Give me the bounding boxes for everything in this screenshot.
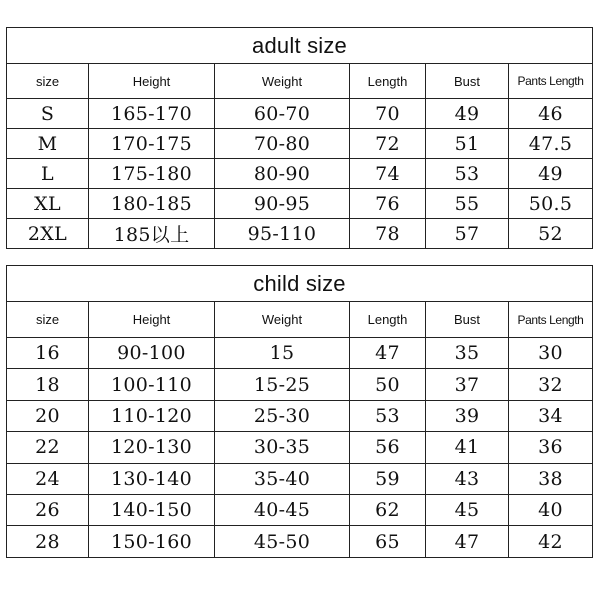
cell-height: 185以上 [89,219,215,249]
cell-bust: 49 [426,99,509,129]
child-size-table [6,265,593,558]
cell-pants-length: 34 [509,400,593,431]
column-header-pants-length: Pants Length [509,302,593,338]
cell-bust: 47 [426,526,509,557]
cell-pants-length: 38 [509,463,593,494]
table-row [7,189,593,219]
cell-weight: 45-50 [215,526,350,557]
cell-pants-length: 30 [509,338,593,369]
cell-height: 175-180 [89,159,215,189]
cell-weight: 15-25 [215,369,350,400]
cell-pants-length: 32 [509,369,593,400]
cell-weight: 60-70 [215,99,350,129]
cell-weight: 15 [215,338,350,369]
cell-size: 16 [7,338,89,369]
cell-bust: 37 [426,369,509,400]
child-title-row [7,266,593,302]
cell-length: 76 [350,189,426,219]
cell-pants-length: 50.5 [509,189,593,219]
cell-length: 56 [350,432,426,463]
cell-length: 72 [350,129,426,159]
column-header-height: Height [89,302,215,338]
cell-size: 24 [7,463,89,494]
column-header-bust: Bust [426,302,509,338]
table-row [7,526,593,557]
cell-height: 165-170 [89,99,215,129]
cell-bust: 35 [426,338,509,369]
cell-height: 120-130 [89,432,215,463]
cell-pants-length: 40 [509,494,593,525]
cell-weight: 30-35 [215,432,350,463]
table-row [7,129,593,159]
cell-pants-length: 36 [509,432,593,463]
cell-height: 100-110 [89,369,215,400]
column-header-height: Height [89,64,215,99]
adult-table-title: adult size [7,28,593,64]
adult-size-table [6,27,593,249]
child-header-row [7,302,593,338]
cell-size: 22 [7,432,89,463]
cell-length: 65 [350,526,426,557]
column-header-size: size [7,302,89,338]
cell-size: 26 [7,494,89,525]
cell-bust: 45 [426,494,509,525]
cell-size: S [7,99,89,129]
table-row [7,338,593,369]
cell-length: 53 [350,400,426,431]
table-row [7,99,593,129]
cell-weight: 25-30 [215,400,350,431]
cell-bust: 51 [426,129,509,159]
adult-title-row [7,28,593,64]
column-header-weight: Weight [215,302,350,338]
column-header-pants-length: Pants Length [509,64,593,99]
cell-length: 70 [350,99,426,129]
cell-pants-length: 52 [509,219,593,249]
table-row [7,463,593,494]
cell-size: XL [7,189,89,219]
cell-length: 59 [350,463,426,494]
cell-length: 47 [350,338,426,369]
table-row [7,219,593,249]
cell-pants-length: 46 [509,99,593,129]
cell-bust: 43 [426,463,509,494]
column-header-size: size [7,64,89,99]
table-row [7,369,593,400]
cell-size: L [7,159,89,189]
table-row [7,400,593,431]
cell-size: 18 [7,369,89,400]
cell-height: 150-160 [89,526,215,557]
cell-height: 90-100 [89,338,215,369]
cell-weight: 35-40 [215,463,350,494]
cell-bust: 53 [426,159,509,189]
cell-pants-length: 49 [509,159,593,189]
cell-height: 110-120 [89,400,215,431]
table-row [7,432,593,463]
cell-bust: 39 [426,400,509,431]
cell-size: 28 [7,526,89,557]
child-table-title: child size [7,266,593,302]
cell-height: 180-185 [89,189,215,219]
cell-height: 170-175 [89,129,215,159]
cell-bust: 55 [426,189,509,219]
cell-bust: 41 [426,432,509,463]
table-row [7,494,593,525]
cell-height: 130-140 [89,463,215,494]
cell-length: 62 [350,494,426,525]
cell-height: 140-150 [89,494,215,525]
cell-size: 2XL [7,219,89,249]
column-header-length: Length [350,64,426,99]
cell-weight: 95-110 [215,219,350,249]
cell-length: 78 [350,219,426,249]
cell-pants-length: 42 [509,526,593,557]
cell-length: 50 [350,369,426,400]
cell-size: 20 [7,400,89,431]
cell-size: M [7,129,89,159]
cell-weight: 80-90 [215,159,350,189]
column-header-length: Length [350,302,426,338]
column-header-bust: Bust [426,64,509,99]
adult-header-row [7,64,593,99]
cell-weight: 70-80 [215,129,350,159]
cell-pants-length: 47.5 [509,129,593,159]
cell-bust: 57 [426,219,509,249]
cell-length: 74 [350,159,426,189]
cell-weight: 90-95 [215,189,350,219]
column-header-weight: Weight [215,64,350,99]
table-row [7,159,593,189]
cell-weight: 40-45 [215,494,350,525]
